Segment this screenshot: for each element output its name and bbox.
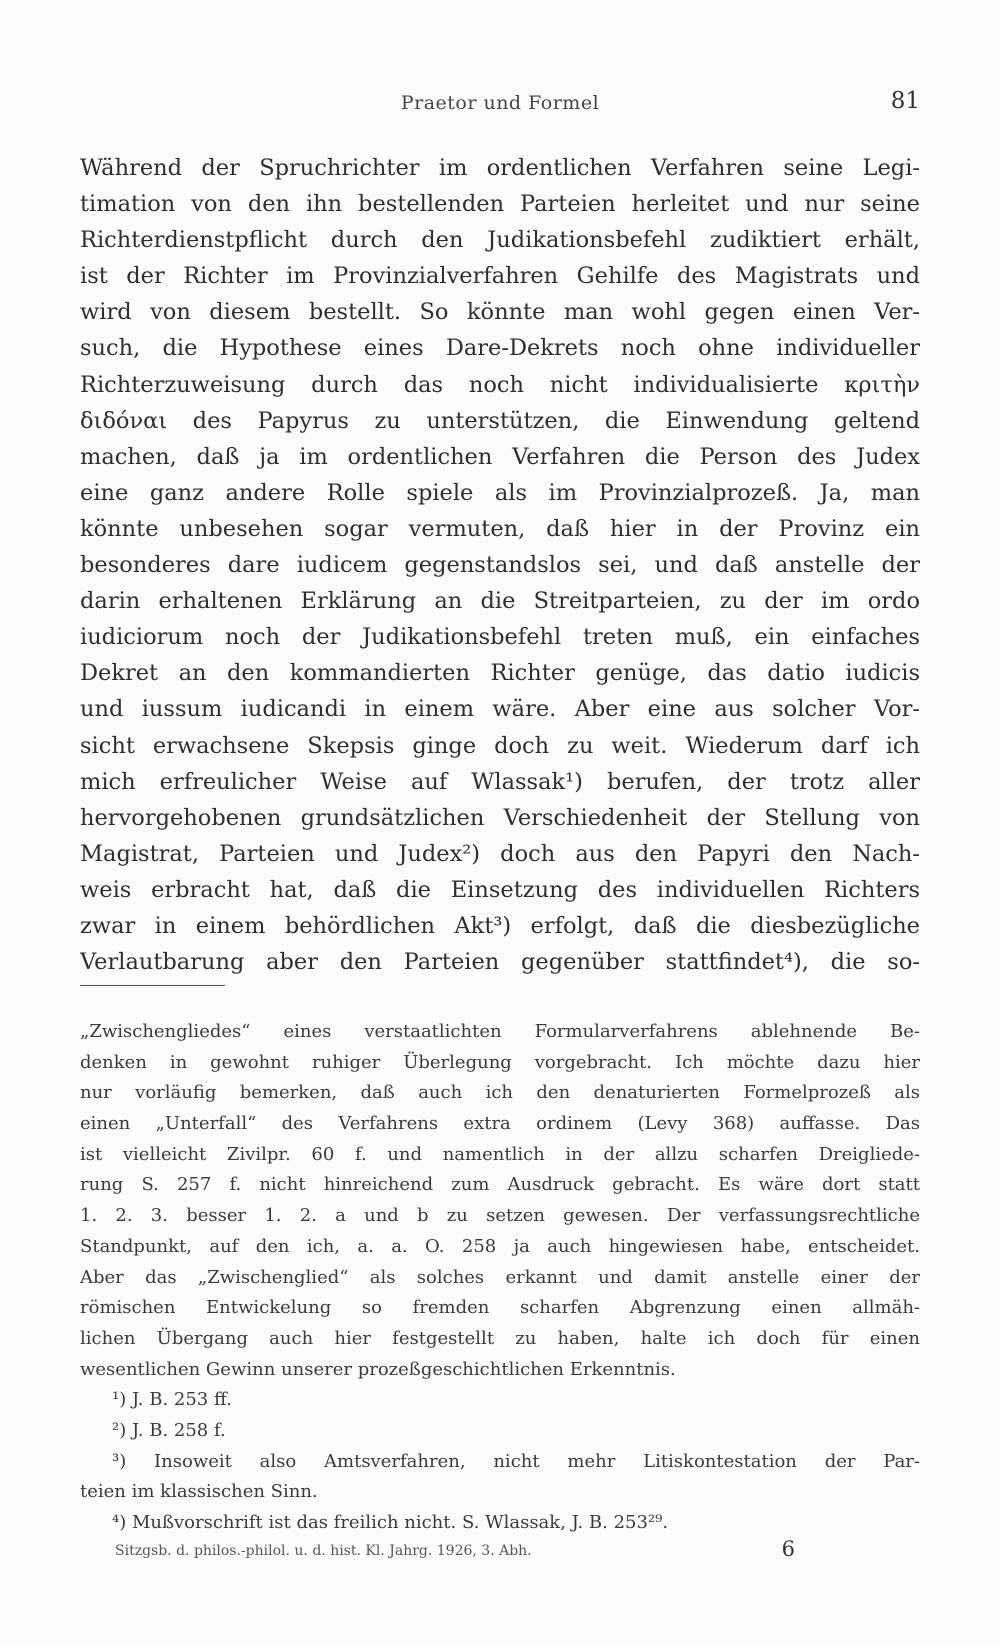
footnote-3: ³) Insoweit also Amtsverfahren, nicht mehr Litiskontestation der Par- [112,1450,920,1472]
publication-reference: Sitzgsb. d. philos.-philol. u. d. hist. Kl. Jahrg. 1926, 3. Abh. [115,1543,532,1559]
footnote-line: 1. 2. 3. besser 1. 2. a und b zu setzen gewesen. Der verfassungsrechtliche [80,1205,920,1227]
running-title: Praetor und Formel [400,92,600,114]
footnote-4: ⁴) Mußvorschrift ist das freilich nicht. S. Wlassak, J. B. 253²⁹. [112,1512,669,1533]
footnote-separator [80,985,225,986]
text-line: darin erhaltenen Erklärung an die Streitparteien, zu der im ordo [80,588,920,615]
page-number: 81 [890,88,920,114]
footnote-line: Standpunkt, auf den ich, a. a. O. 258 ja auch hingewiesen habe, entscheidet. [80,1235,920,1257]
text-line: machen, daß ja im ordentlichen Verfahren die Person des Judex [80,443,920,470]
text-line: such, die Hypothese eines Dare-Dekrets noch ohne individueller [80,335,920,362]
footnotes [80,1017,920,1539]
text-line: mich erfreulicher Weise auf Wlassak¹) berufen, der trotz aller [80,768,920,795]
main-text [80,150,920,980]
footnote-line: „Zwischengliedes“ eines verstaatlichten Formularverfahrens ablehnende Be- [80,1021,920,1042]
text-line: ist der Richter im Provinzialverfahren Gehilfe des Magistrats und [80,263,920,290]
text-line: Richterdienstpflicht durch den Judikationsbefehl zudiktiert erhält, [80,227,920,254]
text-line: iudiciorum noch der Judikationsbefehl treten muß, ein einfaches [80,624,920,651]
text-line: sicht erwachsene Skepsis ginge doch zu weit. Wiederum darf ich [80,732,920,759]
text-line: Magistrat, Parteien und Judex²) doch aus den Papyri den Nach- [80,840,920,867]
footnote-1: ¹) J. B. 253 ff. [112,1389,232,1411]
text-line: Dekret an den kommandierten Richter genüge, das datio iudicis [80,660,920,687]
text-line: eine ganz andere Rolle spiele als im Provinzialprozeß. Ja, man [80,479,920,506]
footnote-line: lichen Übergang auch hier festgestellt zu haben, halte ich doch für einen [80,1327,920,1349]
footnote-line: einen „Unterfall“ des Verfahrens extra ordinem (Levy 368) auffasse. Das [80,1113,920,1135]
footnote-line: Aber das „Zwischenglied“ als solches erkannt und damit anstelle einer der [80,1266,920,1288]
footnote-3-continuation: teien im klassischen Sinn. [80,1481,318,1503]
text-line: διδόναι des Papyrus zu unterstützen, die Einwendung geltend [80,407,920,434]
footnote-line: nur vorläufig bemerken, daß auch ich den denaturierten Formelprozeß als [80,1082,920,1104]
text-line: Verlautbarung aber den Parteien gegenüber stattfindet⁴), die so- [80,949,920,976]
text-line: timation von den ihn bestellenden Parteien herleitet und nur seine [80,191,920,218]
footnote-line: wesentlichen Gewinn unserer prozeßgeschichtlichen Erkenntnis. [80,1358,676,1380]
footnote-line: ist vielleicht Zivilpr. 60 f. und namentlich in der allzu scharfen Dreigliede- [80,1143,920,1165]
footnote-line: denken in gewohnt ruhiger Überlegung vorgebracht. Ich möchte dazu hier [80,1051,920,1073]
text-line: zwar in einem behördlichen Akt³) erfolgt, daß die diesbezügliche [80,912,920,939]
text-line: könnte unbesehen sogar vermuten, daß hier in der Provinz ein [80,515,920,542]
footnote-line: römischen Entwickelung so fremden scharfen Abgrenzung einen allmäh- [80,1297,920,1319]
footnote-line: rung S. 257 f. nicht hinreichend zum Ausdruck gebracht. Es wäre dort statt [80,1174,920,1196]
page-footer [115,1537,795,1565]
text-line: besonderes dare iudicem gegenstandslos sei, und daß anstelle der [80,552,920,579]
text-line: weis erbracht hat, daß die Einsetzung des individuellen Richters [80,876,920,903]
text-line: wird von diesem bestellt. So könnte man wohl gegen einen Ver- [80,299,920,326]
text-line: und iussum iudicandi in einem wäre. Aber eine aus solcher Vor- [80,696,920,723]
text-line: Richterzuweisung durch das noch nicht individualisierte κριτὴν [80,371,920,398]
page-header [80,88,920,120]
footnote-2: ²) J. B. 258 f. [112,1419,226,1441]
signature-mark: 6 [781,1537,795,1561]
text-line: hervorgehobenen grundsätzlichen Verschiedenheit der Stellung von [80,804,920,831]
text-line: Während der Spruchrichter im ordentlichen Verfahren seine Legi- [80,155,920,181]
